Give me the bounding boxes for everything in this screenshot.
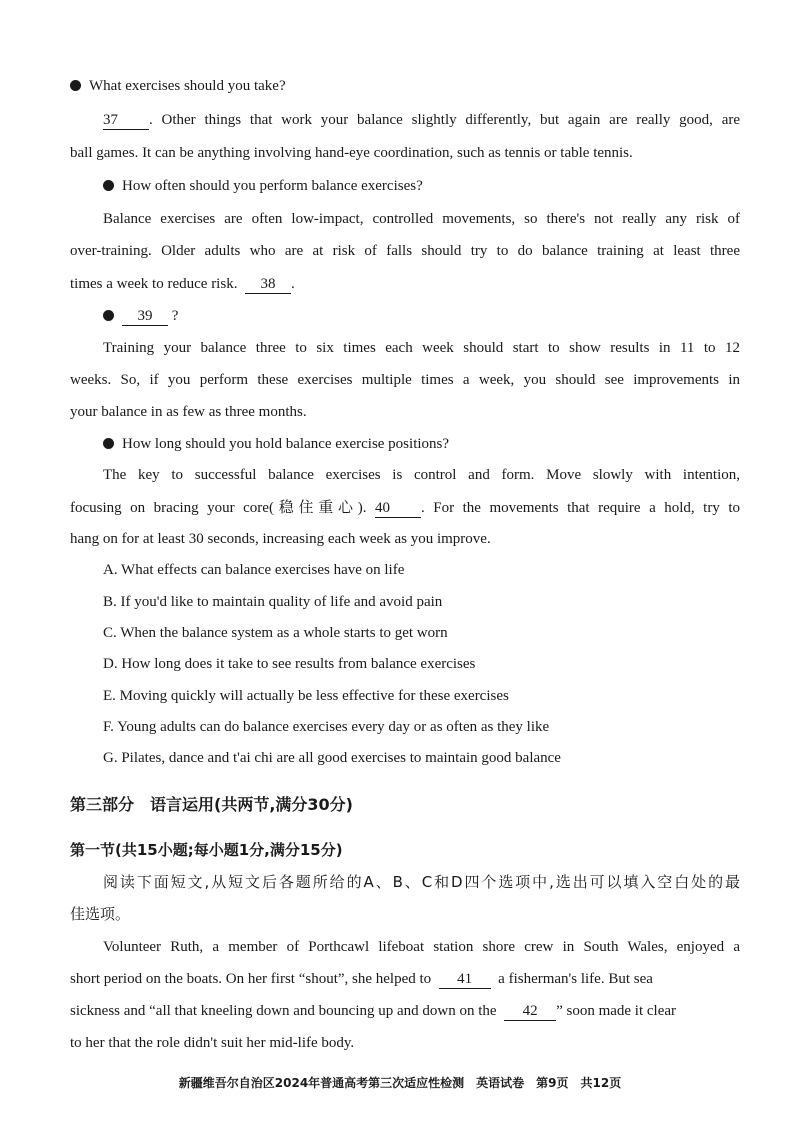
option-b[interactable]: B. If you'd like to maintain quality of life and avoid pain xyxy=(103,594,443,610)
instruction-line: 阅读下面短文,从短文后各题所给的A、B、C和D四个选项中,选出可以填入空白处的最 xyxy=(103,873,740,891)
bullet-icon xyxy=(103,438,114,449)
paragraph-line: The key to successful balance exercises is control and form. Move slowly with intention, xyxy=(103,467,740,483)
question-heading-often: How often should you perform balance exercises? xyxy=(103,176,740,196)
option-e[interactable]: E. Moving quickly will actually be less effective for these exercises xyxy=(103,688,509,704)
section1-heading: 第一节(共15小题;每小题1分,满分15分) xyxy=(70,841,343,859)
reading-line: Volunteer Ruth, a member of Porthcawl lifeboat station shore crew in South Wales, enjoyed a xyxy=(103,939,740,955)
blank-40[interactable]: 40 xyxy=(375,500,421,518)
blank-42[interactable]: 42 xyxy=(504,1003,556,1021)
paragraph-line: ball games. It can be anything involving hand-eye coordination, such as tennis or table tennis. xyxy=(70,145,633,161)
option-c[interactable]: C. When the balance system as a whole starts to get worn xyxy=(103,625,448,641)
bullet-icon xyxy=(103,310,114,321)
bullet-icon xyxy=(103,180,114,191)
reading-line: short period on the boats. On her first “shout”, she helped to 41 a fisherman's life. But sea xyxy=(70,971,653,987)
part3-heading: 第三部分 语言运用(共两节,满分30分) xyxy=(70,795,353,814)
option-d[interactable]: D. How long does it take to see results from balance exercises xyxy=(103,656,476,672)
reading-line: sickness and “all that kneeling down and bouncing up and down on the 42 ” soon made it clear xyxy=(70,1003,677,1019)
bullet-icon xyxy=(70,80,81,91)
paragraph-line: 37 . Other things that work your balance slightly differently, but again are really good, are xyxy=(103,112,740,128)
option-f[interactable]: F. Young adults can do balance exercises every day or as often as they like xyxy=(103,719,550,735)
blank-37[interactable]: 37 xyxy=(103,112,149,130)
paragraph-line: focusing on bracing your core(稳住重心). 40 . For the movements that require a hold, try to xyxy=(70,498,740,516)
paragraph-line: times a week to reduce risk. 38 . xyxy=(70,276,295,292)
blank-41[interactable]: 41 xyxy=(439,971,491,989)
paragraph-line: hang on for at least 30 seconds, increasing each week as you improve. xyxy=(70,531,491,547)
paragraph-line: Training your balance three to six times each week should start to show results in 11 to 12 xyxy=(103,340,740,356)
paragraph-line: your balance in as few as three months. xyxy=(70,404,307,420)
option-g[interactable]: G. Pilates, dance and t'ai chi are all good exercises to maintain good balance xyxy=(103,750,561,766)
reading-line: to her that the role didn't suit her mid-life body. xyxy=(70,1035,355,1051)
blank-38[interactable]: 38 xyxy=(245,276,291,294)
paragraph-line: over-training. Older adults who are at risk of falls should try to do balance training at least three xyxy=(70,243,740,259)
blank-39[interactable]: 39 xyxy=(122,308,168,326)
question-heading-exercises: What exercises should you take? xyxy=(70,76,740,96)
paragraph-line: weeks. So, if you perform these exercises multiple times a week, you should see improvements in xyxy=(70,372,740,388)
option-a[interactable]: A. What effects can balance exercises have on life xyxy=(103,562,405,578)
question-heading-long: How long should you hold balance exercise positions? xyxy=(103,434,740,454)
question-heading-39: 39 ? xyxy=(103,306,740,326)
page-footer: 新疆维吾尔自治区2024年普通高考第三次适应性检测 英语试卷 第9页 共12页 xyxy=(178,1076,622,1090)
instruction-line: 佳选项。 xyxy=(70,905,131,923)
paragraph-line: Balance exercises are often low-impact, controlled movements, so there's not really any risk of xyxy=(103,211,740,227)
